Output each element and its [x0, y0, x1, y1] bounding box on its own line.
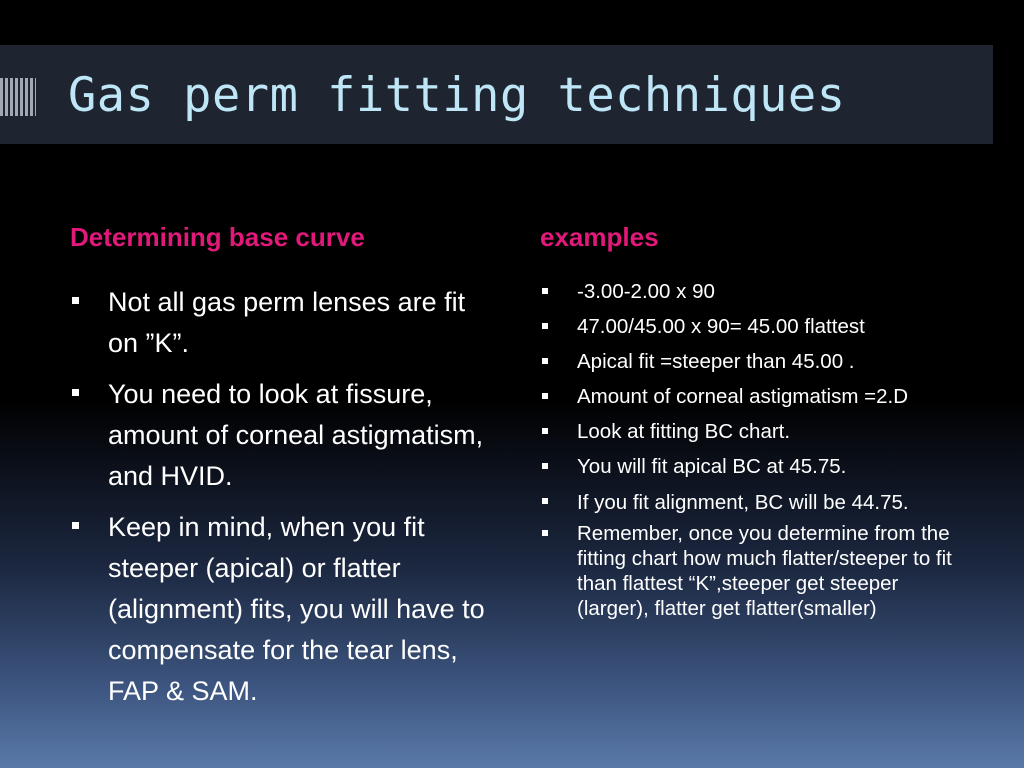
list-item: [70, 507, 500, 712]
bullet-text: You need to look at fissure, amount of corneal astigmatism, and HVID.: [108, 379, 484, 491]
list-item: [540, 489, 960, 517]
square-bullet-icon: [542, 393, 548, 399]
square-bullet-icon: [542, 498, 548, 504]
bullet-text: 47.00/45.00 x 90= 45.00 flattest: [577, 315, 865, 338]
square-bullet-icon: [542, 463, 548, 469]
bullet-text: If you fit alignment, BC will be 44.75.: [577, 491, 909, 514]
square-bullet-icon: [72, 389, 79, 396]
square-bullet-icon: [72, 297, 79, 304]
square-bullet-icon: [542, 428, 548, 434]
square-bullet-icon: [542, 530, 548, 536]
left-bullet-list: [70, 282, 500, 722]
left-column-heading: Determining base curve: [70, 222, 365, 252]
square-bullet-icon: [542, 358, 548, 364]
list-item: [540, 521, 960, 621]
list-item: [540, 349, 960, 375]
list-item: [540, 454, 960, 480]
list-item: [540, 419, 960, 445]
list-item: [540, 279, 960, 305]
bullet-text: Apical fit =steeper than 45.00 .: [577, 350, 855, 373]
bullet-text: Not all gas perm lenses are fit on ”K”.: [108, 287, 466, 358]
list-item: [540, 314, 960, 340]
square-bullet-icon: [72, 522, 79, 529]
square-bullet-icon: [542, 288, 548, 294]
bullet-text: Look at fitting BC chart.: [577, 420, 791, 443]
bullet-text: Remember, once you determine from the fitting chart how much flatter/steeper to fit than flattest “K”,steeper get steeper (larger), flatter get flatter(smaller): [577, 522, 952, 620]
bullet-text: You will fit apical BC at 45.75.: [577, 455, 847, 478]
slide-title: Gas perm fitting techniques: [68, 68, 846, 123]
bullet-text: Amount of corneal astigmatism =2.D: [577, 385, 908, 408]
list-item: [540, 384, 960, 410]
right-bullet-list: [540, 279, 960, 621]
bullet-text: -3.00-2.00 x 90: [577, 280, 715, 303]
list-item: [70, 374, 500, 497]
bullet-text: Keep in mind, when you fit steeper (apical) or flatter (alignment) fits, you will have to compensate for the tear lens, FAP & SAM.: [108, 512, 485, 706]
square-bullet-icon: [542, 323, 548, 329]
right-column-heading: examples: [540, 222, 659, 252]
decorative-stripes: [0, 78, 36, 116]
list-item: [70, 282, 500, 364]
